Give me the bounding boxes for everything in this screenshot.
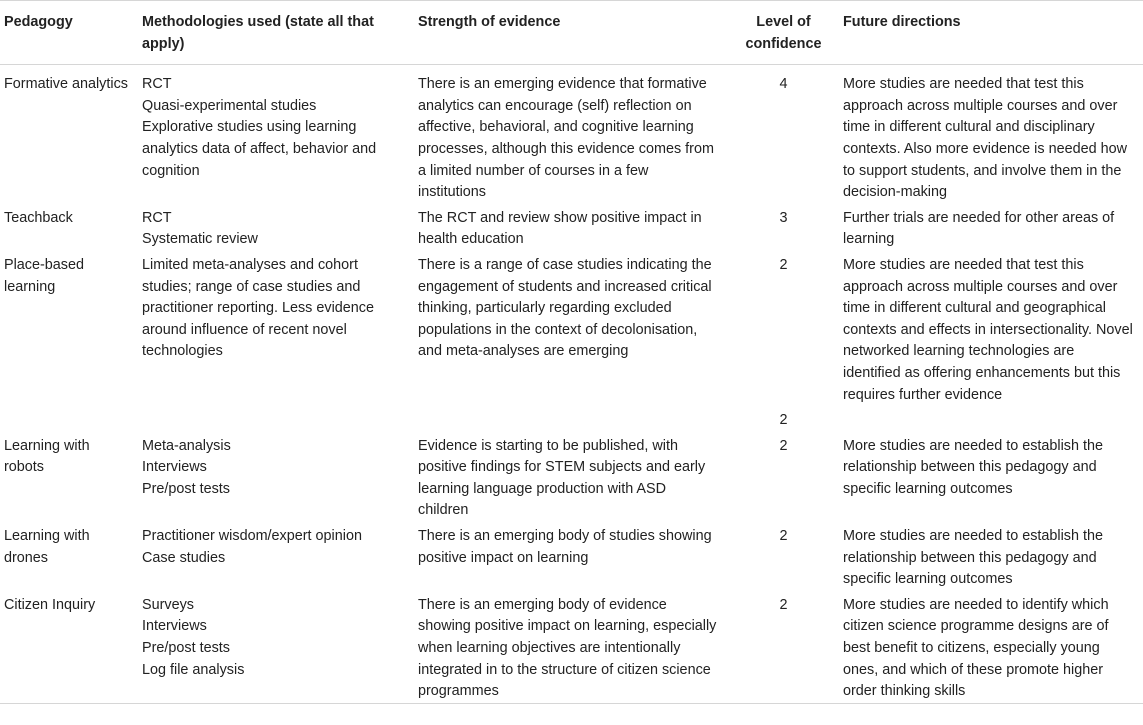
header-future: Future directions	[839, 1, 1143, 65]
cell-pedagogy	[0, 410, 138, 436]
strength-text: The RCT and review show positive impact in health education	[418, 209, 702, 248]
cell-strength	[414, 255, 728, 410]
cell-pedagogy	[0, 208, 138, 255]
methodology-item: Explorative studies using learning analytics data of affect, behavior and cognition	[142, 119, 377, 179]
cell-future	[839, 255, 1143, 410]
cell-pedagogy	[0, 255, 138, 410]
cell-methodologies	[138, 410, 414, 436]
pedagogy-name: Formative analytics	[4, 76, 128, 93]
table-row	[0, 595, 1143, 703]
methodology-item: Practitioner wisdom/expert opinion	[142, 528, 362, 545]
cell-strength	[414, 208, 728, 255]
table-header	[0, 1, 1143, 65]
cell-future	[839, 436, 1143, 526]
table-row	[0, 208, 1143, 255]
table-row	[0, 255, 1143, 410]
header-methodologies: Methodologies used (state all that apply)	[138, 1, 414, 65]
header-pedagogy: Pedagogy	[0, 1, 138, 65]
header-strength: Strength of evidence	[414, 1, 728, 65]
methodology-item: Pre/post tests	[142, 640, 230, 657]
cell-confidence	[728, 208, 839, 255]
table-row	[0, 410, 1143, 436]
cell-confidence	[728, 436, 839, 526]
table-row	[0, 526, 1143, 595]
methodology-item: Systematic review	[142, 231, 258, 248]
methodology-item: RCT	[142, 209, 172, 226]
cell-future	[839, 208, 1143, 255]
cell-methodologies	[138, 436, 414, 526]
future-text: More studies are needed that test this approach across multiple courses and over time in different cultural and geographical contexts and effects in intersectionality. Novel networked learning technologies are identified as offering enhancements but this requires further evidence	[843, 256, 1133, 403]
cell-methodologies	[138, 255, 414, 410]
confidence-value: 2	[779, 412, 788, 429]
cell-methodologies	[138, 526, 414, 595]
header-confidence: Level of confidence	[728, 1, 839, 65]
strength-text: Evidence is starting to be published, with positive findings for STEM subjects and early learning language production with ASD children	[418, 437, 706, 519]
methodology-item: Meta-analysis	[142, 437, 231, 454]
cell-methodologies	[138, 65, 414, 208]
methodology-item: Interviews	[142, 618, 207, 635]
confidence-value: 2	[779, 256, 788, 273]
methodology-item: Quasi-experimental studies	[142, 97, 317, 114]
pedagogy-name: Citizen Inquiry	[4, 596, 96, 613]
methodology-item: Log file analysis	[142, 661, 245, 678]
strength-text: There is an emerging evidence that formative analytics can encourage (self) reflection on affective, behavioral, and cognitive learning processes, although this evidence comes from a limited number of courses in a few institutions	[418, 76, 714, 201]
confidence-value: 2	[779, 596, 788, 613]
strength-text: There is an emerging body of studies showing positive impact on learning	[418, 528, 712, 566]
cell-methodologies	[138, 595, 414, 703]
cell-future	[839, 526, 1143, 595]
strength-text: There is a range of case studies indicating the engagement of students and increased critical thinking, particularly regarding excluded populations in the context of decolonisation, and meta-analyses are emerging	[418, 256, 712, 360]
strength-text: There is an emerging body of evidence showing positive impact on learning, especially when learning objectives are intentionally integrated in to the structure of citizen science programmes	[418, 596, 717, 700]
confidence-value: 3	[779, 209, 788, 226]
cell-confidence	[728, 410, 839, 436]
header-row	[0, 1, 1143, 65]
cell-strength	[414, 526, 728, 595]
cell-future	[839, 410, 1143, 436]
future-text: More studies are needed to identify which citizen science programme designs are of best benefit to citizens, especially young ones, and which of these promote higher order thinking skills	[843, 596, 1109, 700]
table-row	[0, 65, 1143, 208]
cell-confidence	[728, 65, 839, 208]
confidence-value: 2	[779, 437, 788, 454]
methodology-item: Limited meta-analyses and cohort studies; range of case studies and practitioner reporting. Less evidence around influence of recent novel technologies	[142, 256, 374, 360]
cell-future	[839, 595, 1143, 703]
methodology-item: Surveys	[142, 596, 194, 613]
cell-confidence	[728, 595, 839, 703]
cell-methodologies	[138, 208, 414, 255]
pedagogy-name: Learning with robots	[4, 437, 90, 476]
cell-pedagogy	[0, 65, 138, 208]
cell-pedagogy	[0, 595, 138, 703]
table-row	[0, 436, 1143, 526]
table-body	[0, 65, 1143, 704]
future-text: Further trials are needed for other areas of learning	[843, 209, 1115, 248]
methodology-item: Interviews	[142, 459, 207, 476]
pedagogy-name: Teachback	[4, 209, 73, 226]
pedagogy-name: Place-based learning	[4, 256, 84, 295]
cell-strength	[414, 410, 728, 436]
cell-pedagogy	[0, 526, 138, 595]
future-text: More studies are needed to establish the relationship between this pedagogy and specific learning outcomes	[843, 528, 1103, 588]
cell-strength	[414, 436, 728, 526]
cell-confidence	[728, 526, 839, 595]
cell-strength	[414, 595, 728, 703]
cell-strength	[414, 65, 728, 208]
cell-future	[839, 65, 1143, 208]
methodology-item: Pre/post tests	[142, 480, 230, 497]
methodology-item: RCT	[142, 76, 172, 93]
confidence-value: 4	[779, 76, 788, 93]
methodology-item: Case studies	[142, 549, 226, 566]
confidence-value: 2	[779, 528, 788, 545]
pedagogy-name: Learning with drones	[4, 528, 90, 566]
future-text: More studies are needed to establish the relationship between this pedagogy and specific learning outcomes	[843, 437, 1103, 497]
future-text: More studies are needed that test this approach across multiple courses and over time in different cultural and disciplinary contexts. Also more evidence is needed how to support students, and involve them in the decision-making	[843, 76, 1127, 201]
cell-confidence	[728, 255, 839, 410]
cell-pedagogy	[0, 436, 138, 526]
